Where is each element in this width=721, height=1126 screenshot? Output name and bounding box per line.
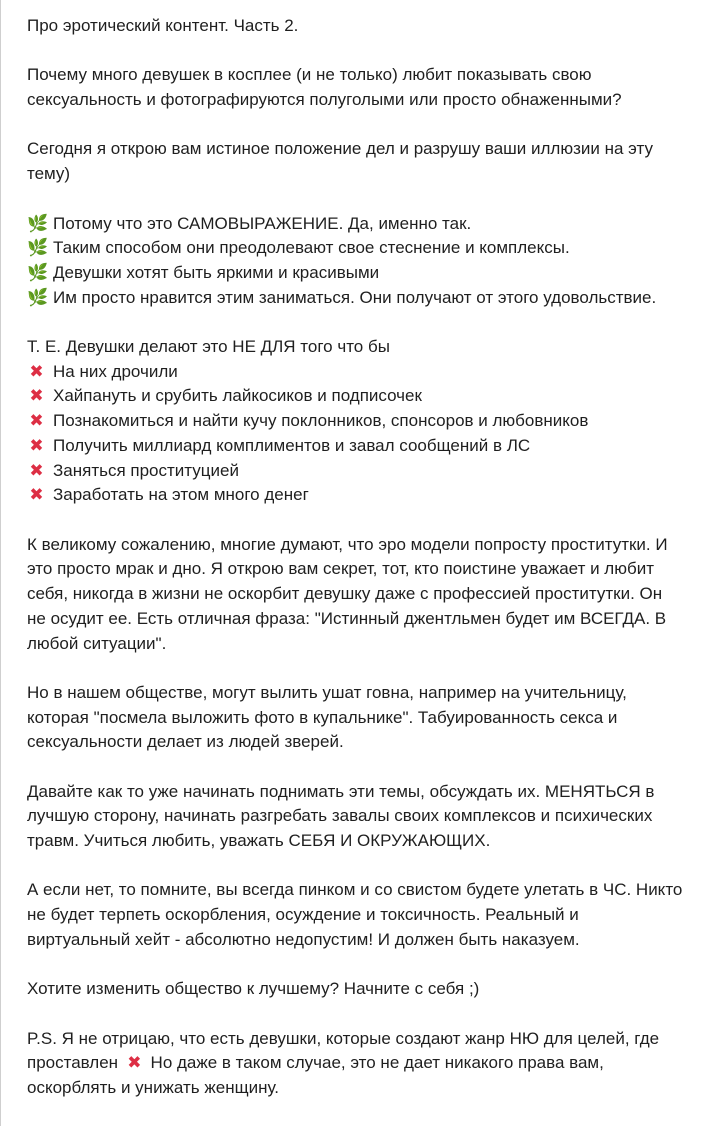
text-line: себя, никогда в жизни не оскорбит девушку даже с профессией проститутки. Он: [27, 584, 663, 604]
text-line: Сегодня я открою вам истиное положение дел и разрушу ваши иллюзии на эту: [27, 139, 653, 159]
cross-mark-icon: ✖: [29, 435, 44, 456]
text-line: не осудит ее. Есть отличная фраза: "Истинный джентльмен будет им ВСЕГДА. В: [27, 608, 667, 628]
list-item-text: Заработать на этом много денег: [53, 485, 309, 505]
cross-mark-icon: ✖: [29, 460, 44, 481]
list-item-text: На них дрочили: [53, 361, 178, 381]
text-line: Почему много девушек в косплее (и не только) любит показывать свою: [27, 65, 592, 85]
text-line: P.S. Я не отрицаю, что есть девушки, которые создают жанр НЮ для целей, где: [27, 1028, 660, 1048]
intro-question: [27, 63, 697, 112]
text-line: К великому сожалению, многие думают, что эро модели попросту проститутки. И: [27, 534, 668, 554]
warning-paragraph: [27, 878, 697, 952]
text-line: не будет терпеть оскорбления, осуждение и токсичность. Реальный и: [27, 905, 579, 925]
ps-paragraph: [27, 1027, 697, 1101]
cross-mark-icon: ✖: [29, 411, 44, 432]
text-line: сексуальность и фотографируются полуголыми или просто обнаженными?: [27, 90, 622, 110]
herb-leaf-icon: 🌿: [27, 213, 49, 234]
society-paragraph: [27, 681, 697, 755]
text-line: это просто мрак и дно. Я открою вам секрет, тот, кто поистине уважает и любит: [27, 559, 654, 579]
text-line: Но в нашем обществе, могут вылить ушат говна, например на учительницу,: [27, 682, 627, 702]
list-item-text: Получить миллиард комплиментов и завал сообщений в ЛС: [53, 435, 531, 455]
text-line: лучшую сторону, начинать разгребать завалы своих комплексов и психических: [27, 806, 653, 826]
list-item: [27, 483, 697, 508]
reveal-paragraph: [27, 137, 697, 186]
list-item: [27, 384, 697, 409]
text-line: травм. Учиться любить, уважать СЕБЯ И ОКРУЖАЮЩИХ.: [27, 831, 491, 851]
call-to-action: [27, 977, 697, 1002]
cross-mark-icon: ✖: [29, 361, 44, 382]
post-body: [27, 14, 697, 1125]
not-for-list: [27, 335, 697, 508]
cross-mark-icon: ✖: [29, 485, 44, 506]
list-item: [27, 261, 697, 286]
list-item: [27, 459, 697, 484]
list-item-text: Девушки хотят быть яркими и красивыми: [53, 262, 380, 282]
change-paragraph: [27, 780, 697, 854]
regret-paragraph: [27, 533, 697, 657]
text-line: любой ситуации".: [27, 633, 167, 653]
herb-leaf-icon: 🌿: [27, 238, 49, 259]
text-line: сексуальности делает из людей зверей.: [27, 732, 344, 752]
list-item-text: Заняться проституцией: [53, 460, 239, 480]
cross-mark-icon: ✖: [29, 386, 44, 407]
list-item-text: Им просто нравится этим заниматься. Они получают от этого удовольствие.: [53, 287, 657, 307]
list-item-text: Потому что это САМОВЫРАЖЕНИЕ. Да, именно так.: [53, 213, 472, 233]
herb-leaf-icon: 🌿: [27, 287, 49, 308]
list-item-text: Таким способом они преодолевают свое стеснение и комплексы.: [53, 238, 570, 258]
list-item-text: Хайпануть и срубить лайкосиков и подписочек: [53, 386, 422, 406]
text-line: виртуальный хейт - абсолютно недопустим! И должен быть наказуем.: [27, 929, 580, 949]
text-line: Давайте как то уже начинать поднимать эти темы, обсуждать их. МЕНЯТЬСЯ в: [27, 781, 655, 801]
post-title: [27, 14, 697, 39]
text-line: которая "посмела выложить фото в купальнике". Табуированность секса и: [27, 707, 618, 727]
cross-mark-icon: ✖: [127, 1053, 142, 1074]
text-line: А если нет, то помните, вы всегда пинком и со свистом будете улетать в ЧС. Никто: [27, 880, 683, 900]
list-heading: Т. Е. Девушки делают это НЕ ДЛЯ того что бы: [27, 337, 390, 357]
text-line: Хотите изменить общество к лучшему? Начните с себя ;): [27, 979, 480, 999]
list-item-text: Познакомиться и найти кучу поклонников, спонсоров и любовников: [53, 411, 589, 431]
title-line: Про эротический контент. Часть 2.: [27, 16, 299, 35]
list-item: [27, 286, 697, 311]
ps-text-after: Но даже в таком случае, это не дает никакого права вам,: [150, 1053, 604, 1073]
list-item: [27, 434, 697, 459]
herb-leaf-icon: 🌿: [27, 262, 49, 283]
text-line: оскорблять и унижать женщину.: [27, 1078, 279, 1098]
list-item: [27, 409, 697, 434]
list-item: [27, 360, 697, 385]
ps-text-before: проставлен: [27, 1053, 119, 1073]
text-line: [27, 1051, 697, 1076]
list-item: [27, 212, 697, 237]
reasons-list: [27, 212, 697, 311]
list-item: [27, 236, 697, 261]
text-line: тему): [27, 164, 71, 184]
